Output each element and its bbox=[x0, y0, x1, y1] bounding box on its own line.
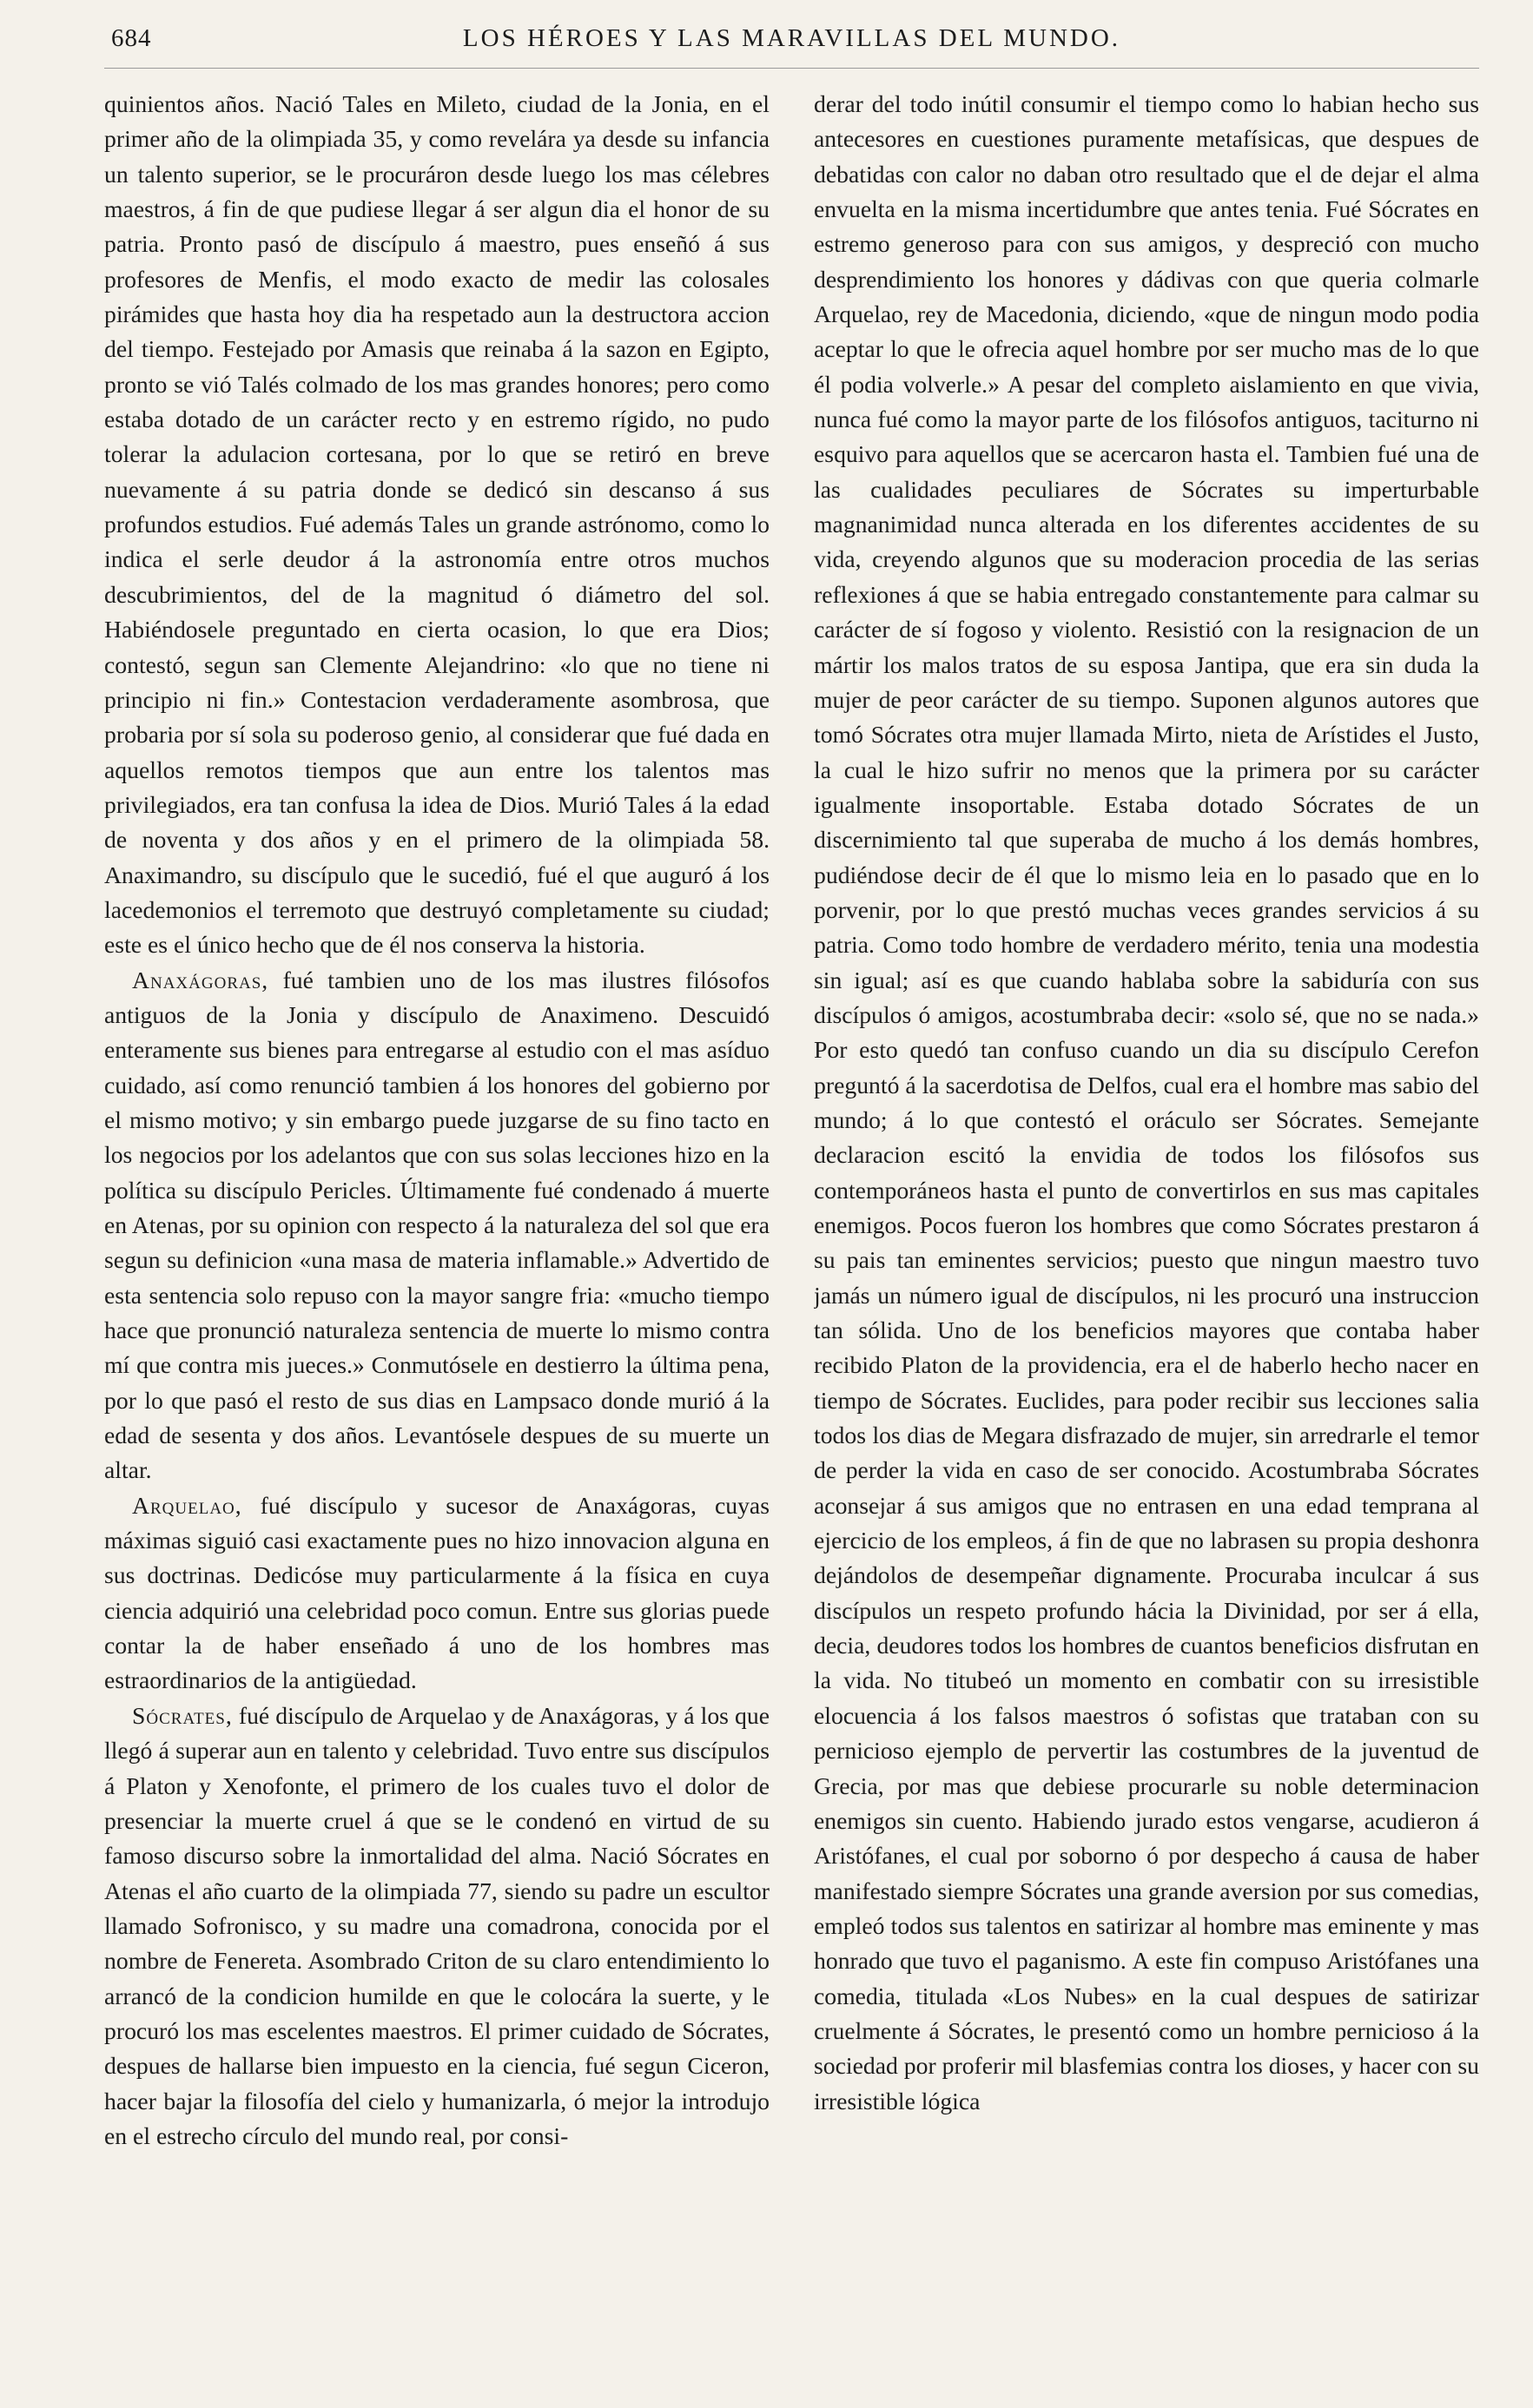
paragraph-arquelao bbox=[104, 1488, 770, 1699]
paragraph-socrates bbox=[104, 1699, 770, 2154]
running-head bbox=[104, 0, 1479, 87]
entry-name-socrates: Sócrates, bbox=[132, 1701, 233, 1729]
entry-text-socrates: fué discípulo de Arquelao y de Anaxágoras, y á los que llegó á superar aun en talento y celebridad. Tuvo entre sus discípulos á Platon y Xenofonte, el primero de los cuales tuvo el dolor de presenciar la muerte cruel á que se le condenó en virtud de su famoso discurso sobre la inmortalidad del alma. Nació Sócrates en Atenas el año cuarto de la olimpiada 77, siendo su padre un escultor llamado Sofronisco, y su madre una comadrona, conocida por el nombre de Fenereta. Asombrado Criton de su claro entendimiento lo arrancó de la condicion humilde en que le colocára la suerte, y le procuró los mas escelentes maestros. El primer cuidado de Sócrates, despues de hallarse bien impuesto en la ciencia, fué segun Ciceron, hacer bajar la filosofía del cielo y humanizarla, ó mejor la introdujo en el estrecho círculo del mundo real, por consi- bbox=[104, 1701, 770, 2149]
left-column bbox=[104, 87, 770, 2379]
text-columns bbox=[104, 87, 1479, 2379]
right-column bbox=[814, 87, 1479, 2379]
entry-name-anaxagoras: Anaxágoras, bbox=[132, 966, 269, 993]
paragraph-anaxagoras bbox=[104, 963, 770, 1488]
page-number: 684 bbox=[111, 24, 152, 52]
running-title: LOS HÉROES Y LAS MARAVILLAS DEL MUNDO. bbox=[462, 24, 1121, 52]
paragraph-tales: quinientos años. Nació Tales en Mileto, ciudad de la Jonia, en el primer año de la olimpiada 35, y como revelára ya desde su infancia un talento superior, se le procuráron desde luego los mas célebres maestros, á fin de que pudiese llegar á ser algun dia el honor de su patria. Pronto pasó de discípulo á maestro, pues enseñó á sus profesores de Menfis, el modo exacto de medir las colosales pirámides que hasta hoy dia ha respetado aun la destructora accion del tiempo. Festejado por Amasis que reinaba á la sazon en Egipto, pronto se vió Talés colmado de los mas grandes honores; pero como estaba dotado de un carácter recto y en estremo rígido, no pudo tolerar la adulacion cortesana, por lo que se retiró en breve nuevamente á su patria donde se dedicó sin descanso á sus profundos estudios. Fué además Tales un grande astrónomo, como lo indica el serle deudor á la astronomía entre otros muchos descubrimientos, del de la magnitud ó diámetro del sol. Habiéndosele preguntado en cierta ocasion, lo que era Dios; contestó, segun san Clemente Alejandrino: «lo que no tiene ni principio ni fin.» Contestacion verdaderamente asombrosa, que probaria por sí sola su poderoso genio, al considerar que fué dada en aquellos remotos tiempos que aun entre los talentos mas privilegiados, era tan confusa la idea de Dios. Murió Tales á la edad de noventa y dos años y en el primero de la olimpiada 58. Anaximandro, su discípulo que le sucedió, fué el que auguró á los lacedemonios el terremoto que destruyó completamente su ciudad; este es el único hecho que de él nos conserva la historia. bbox=[104, 90, 770, 959]
entry-text-arquelao: fué discípulo y sucesor de Anaxágoras, cuyas máximas siguió casi exactamente pues no hizo innovacion alguna en sus doctrinas. Dedicóse muy particularmente á la física en cuya ciencia adquirió una celebridad poco comun. Entre sus glorias puede contar la de haber enseñado á uno de los hombres mas estraordinarios de la antigüedad. bbox=[104, 1491, 770, 1694]
entry-name-arquelao: Arquelao, bbox=[132, 1491, 242, 1519]
entry-text-anaxagoras: fué tambien uno de los mas ilustres filósofos antiguos de la Jonia y discípulo de Anaximeno. Descuidó enteramente sus bienes para entregarse al estudio con el mas asíduo cuidado, así como renunció tambien á los honores del gobierno por el mismo motivo; y sin embargo puede juzgarse de su fino tacto en los negocios por los adelantos que con sus solas lecciones hizo en la política su discípulo Pericles. Últimamente fué condenado á muerte en Atenas, por su opinion con respecto á la naturaleza del sol que era segun su definicion «una masa de materia inflamable.» Advertido de esta sentencia solo repuso con la mayor sangre fria: «mucho tiempo hace que pronunció naturaleza sentencia de muerte lo mismo contra mí que contra mis jueces.» Conmutósele en destierro la última pena, por lo que pasó el resto de sus dias en Lampsaco donde murió á la edad de sesenta y dos años. Levantósele despues de su muerte un altar. bbox=[104, 966, 770, 1484]
header-rule bbox=[104, 68, 1479, 69]
paragraph-socrates-continued: derar del todo inútil consumir el tiempo como lo habian hecho sus antecesores en cuestiones puramente metafísicas, que despues de debatidas con calor no daban otro resultado que el de dejar el alma envuelta en la misma incertidumbre que antes tenia. Fué Sócrates en estremo generoso para con sus amigos, y despreció con mucho desprendimiento los honores y dádivas con que queria colmarle Arquelao, rey de Macedonia, diciendo, «que de ningun modo podia aceptar lo que le ofrecia aquel hombre por ser mucho mas de lo que él podia volverle.» A pesar del completo aislamiento en que vivia, nunca fué como la mayor parte de los filósofos antiguos, taciturno ni esquivo para aquellos que se acercaron hasta el. Tambien fué una de las cualidades peculiares de Sócrates su imperturbable magnanimidad nunca alterada en los diferentes accidentes de su vida, creyendo algunos que su moderacion procedia de las serias reflexiones á que se habia entregado constantemente para calmar su carácter de sí fogoso y violento. Resistió con la resignacion de un mártir los malos tratos de su esposa Jantipa, que era sin duda la mujer de peor carácter de su tiempo. Suponen algunos autores que tomó Sócrates otra mujer llamada Mirto, nieta de Arístides el Justo, la cual le hizo sufrir no menos que la primera por su carácter igualmente insoportable. Estaba dotado Sócrates de un discernimiento tal que superaba de mucho á los demás hombres, pudiéndose decir de él que lo mismo leia en lo pasado que en lo porvenir, por lo que prestó muchas veces grandes servicios á su patria. Como todo hombre de verdadero mérito, tenia una modestia sin igual; así es que cuando hablaba sobre la sabiduría con sus discípulos ó amigos, acostumbraba decir: «solo sé, que no se nada.» Por esto quedó tan confuso cuando un dia su discípulo Cerefon preguntó á la sacerdotisa de Delfos, cual era el hombre mas sabio del mundo; á lo que contestó el oráculo ser Sócrates. Semejante declaracion escitó la envidia de todos los filósofos sus contemporáneos hasta el punto de convertirlos en sus mas capitales enemigos. Pocos fueron los hombres que como Sócrates prestaron á su pais tan eminentes servicios; puesto que ningun maestro tuvo jamás un número igual de discípulos, ni les procuró una instruccion tan sólida. Uno de los beneficios mayores que contaba haber recibido Platon de la providencia, era el de haberlo hecho nacer en tiempo de Sócrates. Euclides, para poder recibir sus lecciones salia todos los dias de Megara disfrazado de mujer, sin arredrarle el temor de perder la vida en caso de ser conocido. Acostumbraba Sócrates aconsejar á sus amigos que no entrasen en una edad temprana al ejercicio de los empleos, á fin de que no labrasen su propia deshonra dejándolos de desempeñar dignamente. Procuraba inculcar á sus discípulos un respeto profundo hácia la Divinidad, por ser á ella, decia, deudores todos los hombres de cuantos beneficios disfrutan en la vida. No titubeó un momento en combatir con su irresistible elocuencia á los falsos maestros ó sofistas que trataban con su pernicioso ejemplo de pervertir las costumbres de la juventud de Grecia, por mas que debiese procurarle su noble determinacion enemigos sin cuento. Habiendo jurado estos vengarse, acudieron á Aristófanes, el cual por soborno ó por despecho á causa de haber manifestado siempre Sócrates una grande aversion por sus comedias, empleó todos sus talentos en satirizar al hombre mas eminente y mas honrado que tuvo el paganismo. A este fin compuso Aristófanes una comedia, titulada «Los Nubes» en la cual despues de satirizar cruelmente á Sócrates, le presentó como un hombre pernicioso á la sociedad por proferir mil blasfemias contra los dioses, y hacer con su irresistible lógica bbox=[814, 90, 1479, 2114]
